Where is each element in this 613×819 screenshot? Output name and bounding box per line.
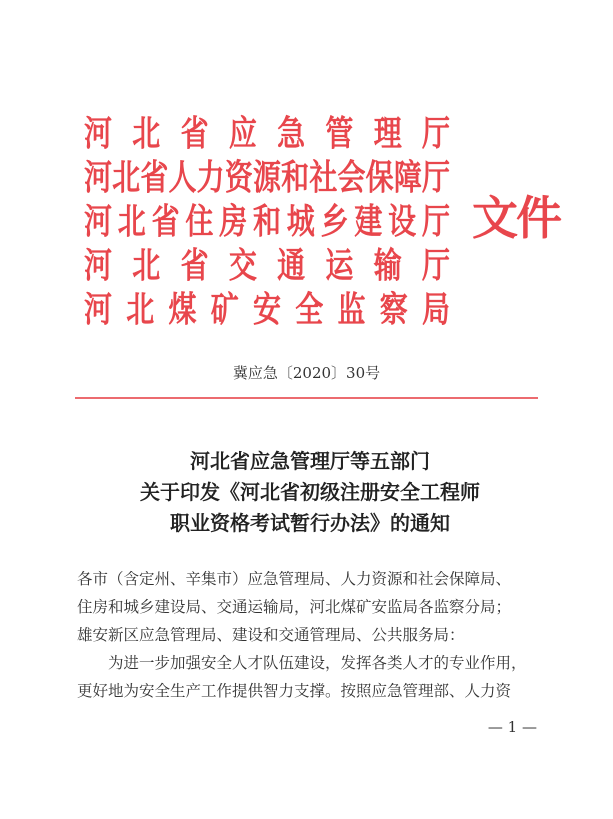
issuer-line: 河北省交通运输厅 [84, 244, 450, 286]
document-body [77, 565, 547, 705]
page-number: — 1 — [487, 718, 537, 736]
issuer-line: 河北煤矿安全监察局 [84, 288, 450, 330]
addressee-line: 各市（含定州、辛集市）应急管理局、人力资源和社会保障局、 [77, 570, 512, 588]
title-line: 河北省应急管理厅等五部门 [190, 449, 430, 473]
red-divider [75, 397, 538, 399]
document-type-label: 文件 [472, 191, 560, 245]
paragraph-line: 为进一步加强安全人才队伍建设，发挥各类人才的专业作用， [108, 654, 527, 672]
paragraph-line: 更好地为安全生产工作提供智力支撑。按照应急管理部、人力资 [77, 682, 512, 700]
issuer-line: 河北省住房和城乡建设厅 [84, 200, 450, 242]
title-line: 关于印发《河北省初级注册安全工程师 [140, 480, 480, 504]
addressee-line: 住房和城乡建设局、交通运输局，河北煤矿安监局各监察分局； [77, 598, 512, 616]
issuer-line: 河北省人力资源和社会保障厅 [84, 156, 450, 198]
issuing-authorities [84, 112, 450, 332]
issuer-line: 河北省应急管理厅 [84, 112, 450, 154]
document-title [0, 446, 613, 539]
document-number: 冀应急〔2020〕30号 [232, 364, 381, 382]
title-line: 职业资格考试暂行办法》的通知 [170, 511, 450, 535]
addressee-line: 雄安新区应急管理局、建设和交通管理局、公共服务局： [77, 626, 465, 644]
